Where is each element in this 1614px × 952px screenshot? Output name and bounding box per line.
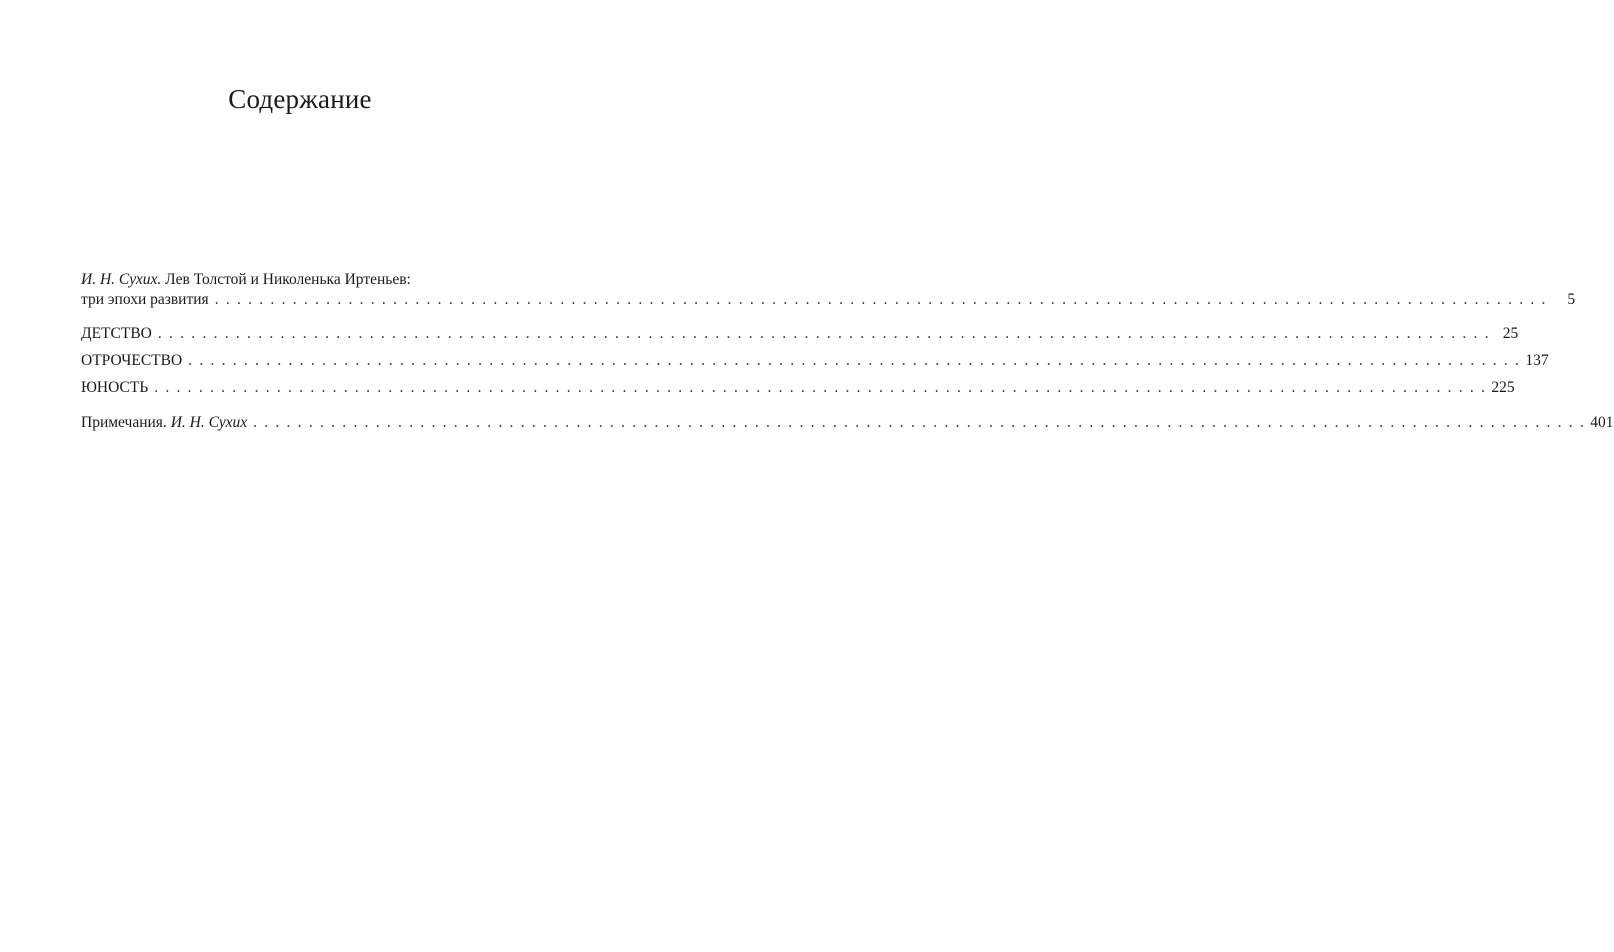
toc-entry-childhood-page: 25 <box>1502 325 1519 342</box>
dot-leader: . . . . . . . . . . . . . . . . . . . . . . . . . . . . . . . . . . . . . . . . . . . . . . . . . . . . . . . . . . . . . . . . . . . . . . . . . . . . . . . . . . . . . . . . . . . . . . . . . . . . . . . . . . . . . . . . . . . . . . . . <box>253 414 1586 431</box>
toc-entry-notes[interactable] <box>81 413 1614 433</box>
toc-entry-intro-title: Лев Толстой и Николенька Иртеньев: <box>161 271 411 288</box>
toc-entry-intro-page: 5 <box>1567 291 1576 308</box>
dot-leader: . . . . . . . . . . . . . . . . . . . . . . . . . . . . . . . . . . . . . . . . . . . . . . . . . . . . . . . . . . . . . . . . . . . . . . . . . . . . . . . . . . . . . . . . . . . . . . . . . . . . . . . . . . . . . . . . . . . . . . . . <box>188 352 1521 369</box>
table-of-contents <box>81 270 1614 433</box>
toc-entry-boyhood-page: 137 <box>1525 352 1549 369</box>
toc-entry-notes-page: 401 <box>1590 414 1614 431</box>
dot-leader: . . . . . . . . . . . . . . . . . . . . . . . . . . . . . . . . . . . . . . . . . . . . . . . . . . . . . . . . . . . . . . . . . . . . . . . . . . . . . . . . . . . . . . . . . . . . . . . . . . . . . . . . . . . . . . . . . . . . . . . . <box>154 379 1487 396</box>
toc-entry-youth-label: ЮНОСТЬ <box>81 379 149 396</box>
toc-entry-intro-line1 <box>81 270 530 290</box>
toc-entry-boyhood-label: ОТРОЧЕСТВО <box>81 352 183 369</box>
toc-entry-intro[interactable] <box>81 270 1576 310</box>
toc-entry-childhood-label: ДЕТСТВО <box>81 325 152 342</box>
toc-entry-intro-title-cont: три эпохи развития <box>81 291 209 308</box>
dot-leader: . . . . . . . . . . . . . . . . . . . . . . . . . . . . . . . . . . . . . . . . . . . . . . . . . . . . . . . . . . . . . . . . . . . . . . . . . . . . . . . . . . . . . . . . . . . . . . . . . . . . . . . . . . . . . . . . . . . . . . . . <box>214 291 1548 308</box>
toc-entry-notes-author: И. Н. Сухих <box>170 414 248 431</box>
toc-entry-youth[interactable] <box>81 378 1515 398</box>
toc-entry-intro-line2 <box>81 290 1576 310</box>
toc-entry-childhood[interactable] <box>81 324 1519 344</box>
toc-entry-youth-page: 225 <box>1491 379 1515 396</box>
toc-entry-intro-author: И. Н. Сухих. <box>81 271 162 288</box>
page-title: Содержание <box>228 84 372 114</box>
toc-entry-notes-label: Примечания. <box>81 414 171 431</box>
dot-leader: . . . . . . . . . . . . . . . . . . . . . . . . . . . . . . . . . . . . . . . . . . . . . . . . . . . . . . . . . . . . . . . . . . . . . . . . . . . . . . . . . . . . . . . . . . . . . . . . . . . . . . . . . . . . . . . . . . . . . . . . <box>157 325 1491 342</box>
toc-entry-boyhood[interactable] <box>81 351 1549 371</box>
